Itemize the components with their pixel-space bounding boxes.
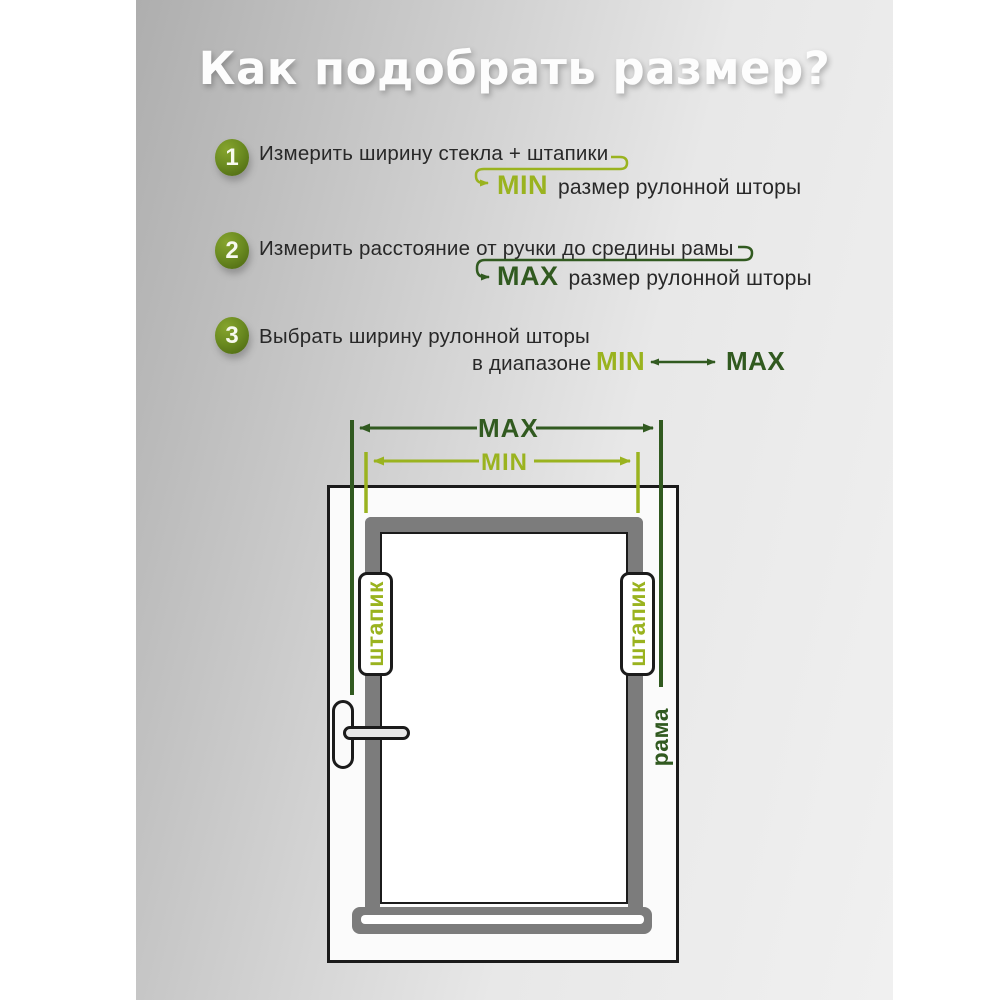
range-prefix: в диапазоне: [472, 352, 592, 375]
frame-label-text: рама: [646, 707, 673, 767]
step-2-result-row: [497, 261, 812, 292]
diagram-max-label: MAX: [478, 413, 539, 443]
bead-left-label: штапик: [362, 581, 388, 667]
step-2-number-badge: [215, 232, 249, 269]
range-max-label: MAX: [726, 346, 786, 376]
range-min-label: MIN: [596, 346, 646, 376]
bead-tag-right: [620, 572, 655, 676]
window-sill-slot: [361, 915, 644, 924]
window-sill-bar: [352, 907, 652, 934]
step-2-result-text: размер рулонной шторы: [568, 267, 812, 290]
step-2-text: Измерить расстояние от ручки до средины рамы: [259, 237, 734, 260]
step-2-number: 2: [225, 236, 239, 264]
step-3-number-badge: [215, 317, 249, 354]
bead-right-label: штапик: [624, 581, 650, 667]
diagram-min-label: MIN: [481, 449, 528, 476]
step-3-text: Выбрать ширину рулонной шторы: [259, 325, 590, 348]
step-1-result-text: размер рулонной шторы: [558, 176, 802, 199]
step-1-text: Измерить ширину стекла + штапики: [259, 142, 609, 165]
window-handle-lever: [343, 726, 410, 740]
page-title: Как подобрать размер?: [198, 42, 831, 95]
window-glass: [380, 532, 628, 904]
step-1-min-label: MIN: [497, 170, 548, 200]
step-2-max-label: MAX: [497, 261, 559, 291]
step-3-number: 3: [225, 321, 239, 349]
bead-tag-left: [358, 572, 393, 676]
step-1-result-row: [497, 170, 801, 201]
step-1-number-badge: [215, 139, 249, 176]
frame-label: [645, 701, 675, 773]
step-1-number: 1: [225, 143, 239, 171]
